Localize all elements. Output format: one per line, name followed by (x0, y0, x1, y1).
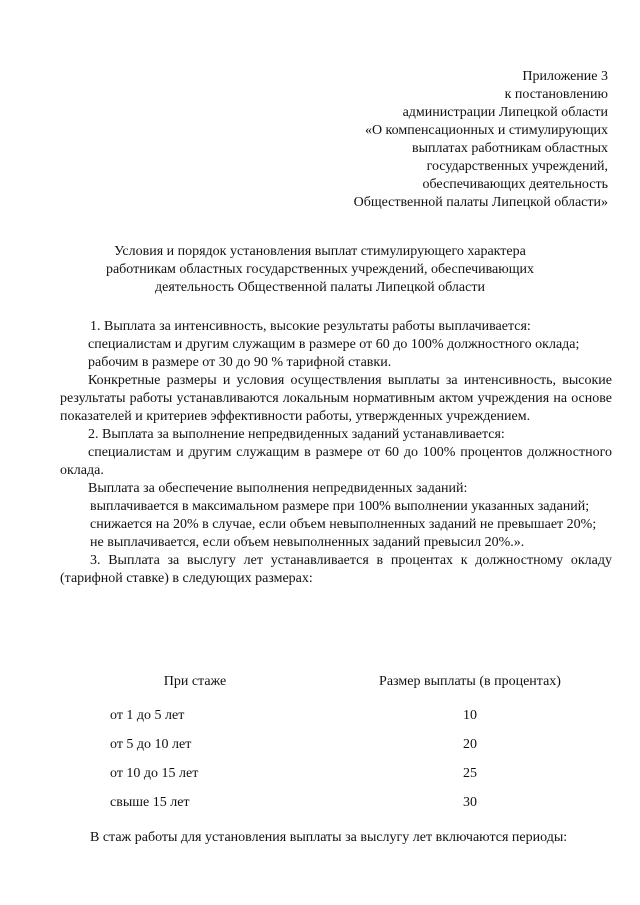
table-header-row (60, 673, 612, 707)
column-header-payment: Размер выплаты (в процентах) (379, 674, 561, 689)
table-cell: от 10 до 15 лет (110, 766, 199, 781)
header-line: государственных учреждений, (426, 159, 608, 174)
header-line: выплатах работникам областных (412, 141, 608, 156)
paragraph: снижается на 20% в случае, если объем невыполненных заданий не превышает 20%; (90, 517, 597, 532)
header-line: Приложение 3 (522, 69, 608, 84)
table-row (60, 707, 612, 736)
title-line: Условия и порядок установления выплат стимулирующего характера (114, 244, 526, 259)
paragraph: Выплата за обеспечение выполнения непредвиденных заданий: (88, 481, 468, 496)
trailing-paragraph: В стаж работы для установления выплаты за выслугу лет включаются периоды: (90, 830, 568, 845)
table-cell: от 5 до 10 лет (110, 737, 192, 752)
paragraph: Конкретные размеры и условия осуществления выплаты за интенсивность, высокие результаты работы устанавливаются локальным нормативным актом учреждения на основе показателей и критериев эффективности работы, утвержденных учреждением. (60, 373, 612, 424)
appendix-header (288, 68, 608, 212)
header-line: Общественной палаты Липецкой области» (353, 195, 608, 210)
header-line: обеспечивающих деятельность (422, 177, 608, 192)
table-row (60, 794, 612, 823)
header-line: к постановлению (504, 87, 608, 102)
title-line: работникам областных государственных учреждений, обеспечивающих (105, 262, 535, 277)
table-cell: от 1 до 5 лет (110, 708, 185, 723)
paragraph: специалистам и другим служащим в размере от 60 до 100% должностного оклада; (88, 337, 580, 352)
paragraph: 3. Выплата за выслугу лет устанавливается в процентах к должностному окладу (тарифной ставке) в следующих размерах: (60, 553, 612, 586)
title-line: деятельность Общественной палаты Липецкой области (155, 280, 485, 295)
table-row (60, 765, 612, 794)
table-cell: 10 (463, 708, 477, 723)
table-cell: 25 (463, 766, 477, 781)
paragraph: 2. Выплата за выполнение непредвиденных заданий устанавливается: (88, 427, 505, 442)
document-body (60, 318, 612, 588)
table-cell: 30 (463, 795, 477, 810)
paragraph: не выплачивается, если объем невыполненных заданий превысил 20%.». (90, 535, 525, 550)
document-title (60, 243, 580, 297)
seniority-table (60, 673, 612, 823)
table-cell: 20 (463, 737, 477, 752)
paragraph: специалистам и другим служащим в размере от 60 до 100% процентов должностного оклада. (60, 445, 612, 478)
paragraph: рабочим в размере от 30 до 90 % тарифной ставки. (88, 355, 392, 370)
paragraph: 1. Выплата за интенсивность, высокие результаты работы выплачивается: (90, 319, 531, 334)
header-line: «О компенсационных и стимулирующих (364, 123, 608, 138)
paragraph: выплачивается в максимальном размере при 100% выполнении указанных заданий; (90, 499, 590, 514)
table-cell: свыше 15 лет (110, 795, 190, 810)
table-row (60, 736, 612, 765)
header-line: администрации Липецкой области (402, 105, 608, 120)
column-header-seniority: При стаже (163, 674, 227, 689)
